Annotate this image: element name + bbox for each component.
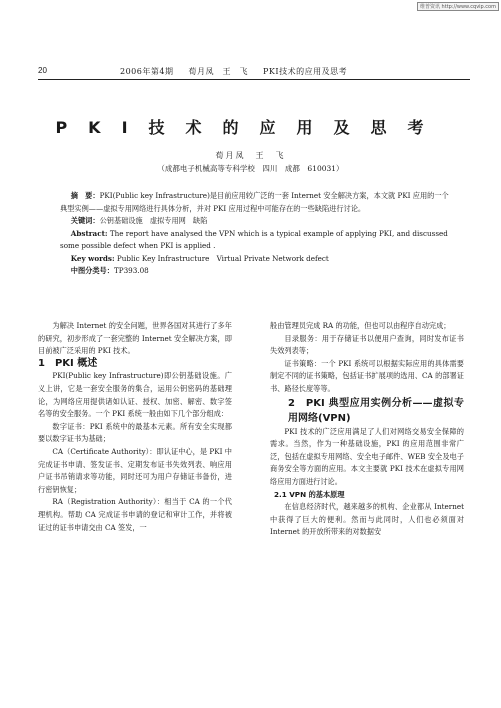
keywords-en: Key words: Public Key Infrastructure Virtual Private Network defect [70,253,329,263]
page-number: 20 [38,66,47,75]
keywords-cn: 关键词：公钥基础设施 虚拟专用网 缺陷 [70,216,208,225]
subsection-heading: 2.1 VPN 的基本原理 [274,489,345,499]
paragraph: PKI(Public key Infrastructure)即公钥基础设施。广义上讲，它是一套安全服务的集合，运用公钥密码的基础理论，为网络应用提供诸如认证、授权、加密、解密、数字签名等的安全服务。一个 PKI 系统一般由如下几个部分组成： [38,371,232,419]
article-title: PKI技术的应用及思考 [55,118,445,137]
watermark: 维普资讯 http://www.cqvip.com [417,2,499,11]
paragraph: CA（Certificate Authority）：即认证中心，是 PKI 中完成证书申请、签发证书、定期发布证书失效列表、响应用户证书吊销请求等功能，同时还可为用户存储证书备份，进行密钥恢复； [38,446,232,494]
abstract-cn: 摘 要：PKI(Public key Infrastructure)是目前应用较广泛的一套 Internet 安全解决方案，本文就 PKI 应用的一个典型实例——虚拟专用网络进行具体分析，并对 PKI 应用过程中可能存在的一些缺陷进行讨论。 [60,191,449,213]
issue-label: 2006年第4期 [120,67,174,76]
abstract-en: Abstract: The report have analysed the VPN which is a typical example of applying PKI, and discussed some possible defect when PKI is applied . [60,228,448,250]
paragraph: 在信息经济时代，越来越多的机构、企业都从 Internet 中获得了巨大的便利。然而与此同时，人们也必须面对 Internet 的开放所带来的对数据安 [270,502,464,537]
paragraph: 般由管理员完成 RA 的功能，但也可以由程序自动完成； [270,321,451,330]
right-column [270,320,464,539]
section-1-heading: 1 PKI 概述 [38,357,98,369]
paragraph: 证书策略：一个 PKI 系统可以根据实际应用的具体需要制定不同的证书策略，包括证书扩展项的选用、CA 的部署证书、路径长度等等。 [270,358,464,393]
intro-paragraph: 为解决 Internet 的安全问题，世界各国对其进行了多年的研究，初步形成了一套完整的 Internet 安全解决方案，即目前被广泛采用的 PKI 技术。 [38,321,232,356]
paragraph: 目录服务：用于存储证书以便用户查询，同时发布证书失效列表等； [270,333,464,356]
running-header [38,66,470,80]
left-column [38,320,232,534]
paragraph: 数字证书：PKI 系统中的最基本元素。所有安全实现都要以数字证书为基础； [38,421,232,444]
affiliation: （成都电子机械高等专科学校 四川 成都 610031） [157,164,344,173]
section-2-heading: 2 PKI 典型应用实例分析——虚拟专用网络(VPN) [288,397,464,424]
classification-number: 中图分类号：TP393.08 [70,266,149,275]
header-title: PKI技术的应用及思考 [263,67,348,76]
abstract-block [60,190,450,278]
paragraph: PKI 技术的广泛应用满足了人们对网络交易安全保障的需求。当然，作为一种基础设施，PKI 的应用范围非常广泛，包括在虚拟专用网络、安全电子邮件、WEB 安全及电子商务安全等方面的应用。本文主要就 PKI 技术在虚拟专用网络应用方面进行讨论。 [270,426,464,486]
paragraph: RA（Registration Authority）：相当于 CA 的一个代理机构。帮助 CA 完成证书申请的登记和审计工作，并将被证过的证书申请交由 CA 签发，一 [38,497,232,532]
header-authors: 荀月凤 王 飞 [188,67,248,76]
authors: 荀月凤 王 飞 [215,151,286,160]
